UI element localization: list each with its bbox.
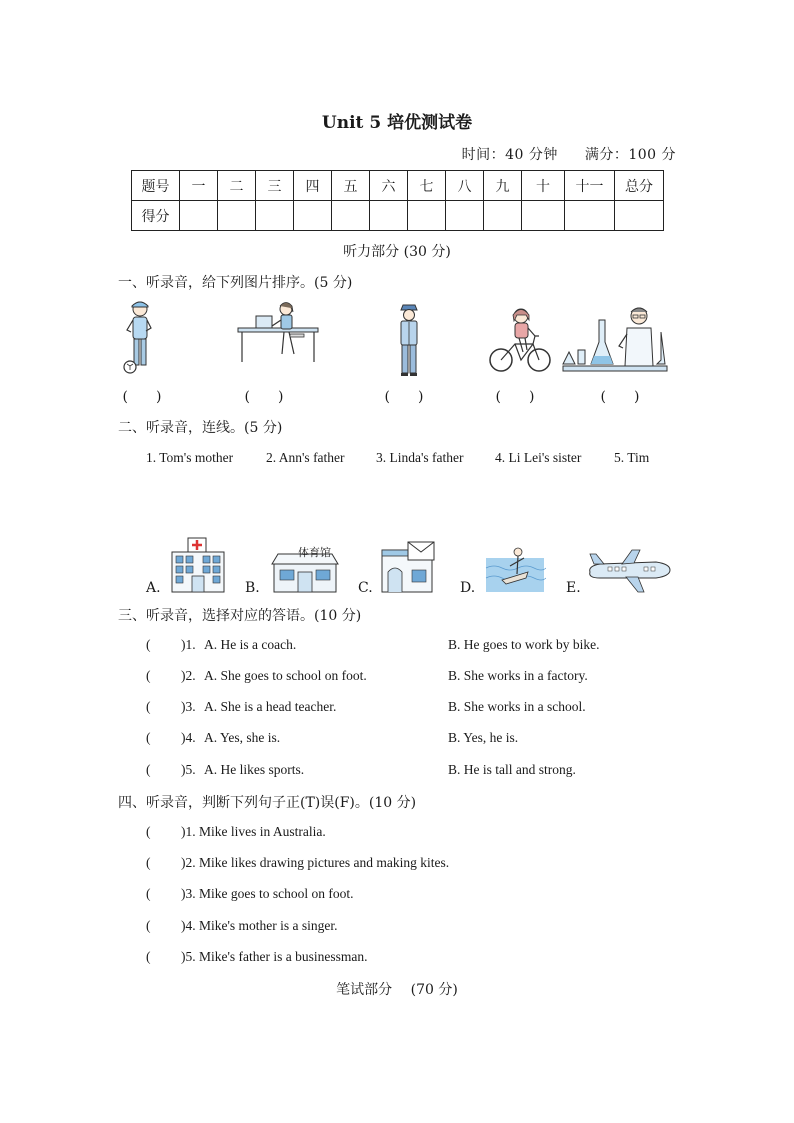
question-number: )2. xyxy=(181,668,196,683)
boat-on-sea-icon xyxy=(484,544,546,594)
option-a: A. She is a head teacher. xyxy=(204,699,337,714)
airplane-icon xyxy=(586,548,672,594)
score-input-cell[interactable] xyxy=(294,201,332,231)
question-number: )5. xyxy=(181,762,196,777)
option-letter: E. xyxy=(566,580,581,596)
answer-paren[interactable]: ( xyxy=(146,699,151,714)
option-b: B. Yes, he is. xyxy=(448,730,519,745)
scientist-in-lab-icon xyxy=(561,302,671,374)
table-cell: 三 xyxy=(256,171,294,201)
table-cell: 十 xyxy=(522,171,565,201)
table-cell: 二 xyxy=(218,171,256,201)
writing-heading: 笔试部分 (70 分) xyxy=(336,982,458,998)
option-letter: A. xyxy=(146,580,161,596)
option-a: A. She goes to school on foot. xyxy=(204,668,367,683)
table-cell: 六 xyxy=(370,171,408,201)
name-list xyxy=(0,450,794,470)
answer-paren[interactable]: ( xyxy=(146,730,151,745)
score-input-cell[interactable] xyxy=(565,201,615,231)
question-number: )4. xyxy=(181,730,196,745)
statement: )1. Mike lives in Australia. xyxy=(181,824,326,839)
score-table-score-row xyxy=(132,201,664,231)
list-item: 2. Ann's father xyxy=(266,450,345,465)
table-cell: 四 xyxy=(294,171,332,201)
answer-blank[interactable]: ( ) xyxy=(495,389,535,405)
answer-paren[interactable]: ( xyxy=(146,668,151,683)
section-3-heading: 三、听录音，选择对应的答语。(10 分) xyxy=(118,608,362,624)
answer-paren[interactable]: ( xyxy=(146,949,151,964)
option-b: B. She works in a school. xyxy=(448,699,586,714)
table-cell: 总分 xyxy=(615,171,664,201)
woman-at-desk-icon xyxy=(236,298,322,364)
table-cell: 九 xyxy=(484,171,522,201)
score-input-cell[interactable] xyxy=(218,201,256,231)
hospital-icon xyxy=(168,536,228,594)
list-item: 1. Tom's mother xyxy=(146,450,234,465)
table-cell: 十一 xyxy=(565,171,615,201)
answer-blank[interactable]: ( ) xyxy=(122,389,162,405)
section-4-heading: 四、听录音，判断下列句子正(T)误(F)。(10 分) xyxy=(118,795,417,811)
score-table xyxy=(131,170,664,231)
statement: )3. Mike goes to school on foot. xyxy=(181,886,354,901)
statement: )4. Mike's mother is a singer. xyxy=(181,918,338,933)
score-input-cell[interactable] xyxy=(408,201,446,231)
full-score: 满分：100 分 xyxy=(584,147,676,163)
answer-paren[interactable]: ( xyxy=(146,762,151,777)
answer-paren[interactable]: ( xyxy=(146,824,151,839)
exam-meta xyxy=(462,144,676,164)
list-item: 3. Linda's father xyxy=(376,450,464,465)
answer-paren[interactable]: ( xyxy=(146,637,151,652)
answer-blank[interactable]: ( ) xyxy=(384,389,424,405)
option-letter: B. xyxy=(245,580,260,596)
police-officer-icon xyxy=(396,302,422,378)
option-b: B. He is tall and strong. xyxy=(448,762,576,777)
score-input-cell[interactable] xyxy=(256,201,294,231)
answer-paren[interactable]: ( xyxy=(146,918,151,933)
option-b: B. He goes to work by bike. xyxy=(448,637,600,652)
score-input-cell[interactable] xyxy=(332,201,370,231)
option-b: B. She works in a factory. xyxy=(448,668,588,683)
list-item: 4. Li Lei's sister xyxy=(495,450,582,465)
table-cell: 一 xyxy=(180,171,218,201)
option-a: A. He is a coach. xyxy=(204,637,297,652)
answer-blank[interactable]: ( ) xyxy=(600,389,640,405)
post-office-icon xyxy=(378,540,438,594)
option-a: A. Yes, she is. xyxy=(204,730,281,745)
boy-with-football-icon xyxy=(118,298,162,376)
score-table-header-row xyxy=(132,171,664,201)
score-input-cell[interactable] xyxy=(180,201,218,231)
question-number: )1. xyxy=(181,637,196,652)
list-item: 5. Tim xyxy=(614,450,650,465)
page-title: Unit 5 培优测试卷 xyxy=(321,113,473,133)
score-input-cell[interactable] xyxy=(615,201,664,231)
table-cell: 题号 xyxy=(132,171,180,201)
table-cell: 得分 xyxy=(132,201,180,231)
score-input-cell[interactable] xyxy=(370,201,408,231)
section-2-heading: 二、听录音，连线。(5 分) xyxy=(118,420,283,436)
option-a: A. He likes sports. xyxy=(204,762,305,777)
score-input-cell[interactable] xyxy=(484,201,522,231)
answer-paren[interactable]: ( xyxy=(146,855,151,870)
score-input-cell[interactable] xyxy=(446,201,484,231)
gym-sign: 体育馆 xyxy=(298,546,331,559)
statement: )2. Mike likes drawing pictures and making kites. xyxy=(181,855,450,870)
option-letter: C. xyxy=(358,580,373,596)
table-cell: 七 xyxy=(408,171,446,201)
answer-blank[interactable]: ( ) xyxy=(244,389,284,405)
time-limit: 时间：40 分钟 xyxy=(461,147,558,163)
table-cell: 五 xyxy=(332,171,370,201)
section-1-heading: 一、听录音，给下列图片排序。(5 分) xyxy=(118,275,353,291)
question-number: )3. xyxy=(181,699,196,714)
option-letter: D. xyxy=(460,580,476,596)
table-cell: 八 xyxy=(446,171,484,201)
answer-paren[interactable]: ( xyxy=(146,886,151,901)
statement: )5. Mike's father is a businessman. xyxy=(181,949,368,964)
listening-heading: 听力部分 (30 分) xyxy=(343,244,451,260)
score-input-cell[interactable] xyxy=(522,201,565,231)
girl-on-bike-icon xyxy=(489,306,553,376)
